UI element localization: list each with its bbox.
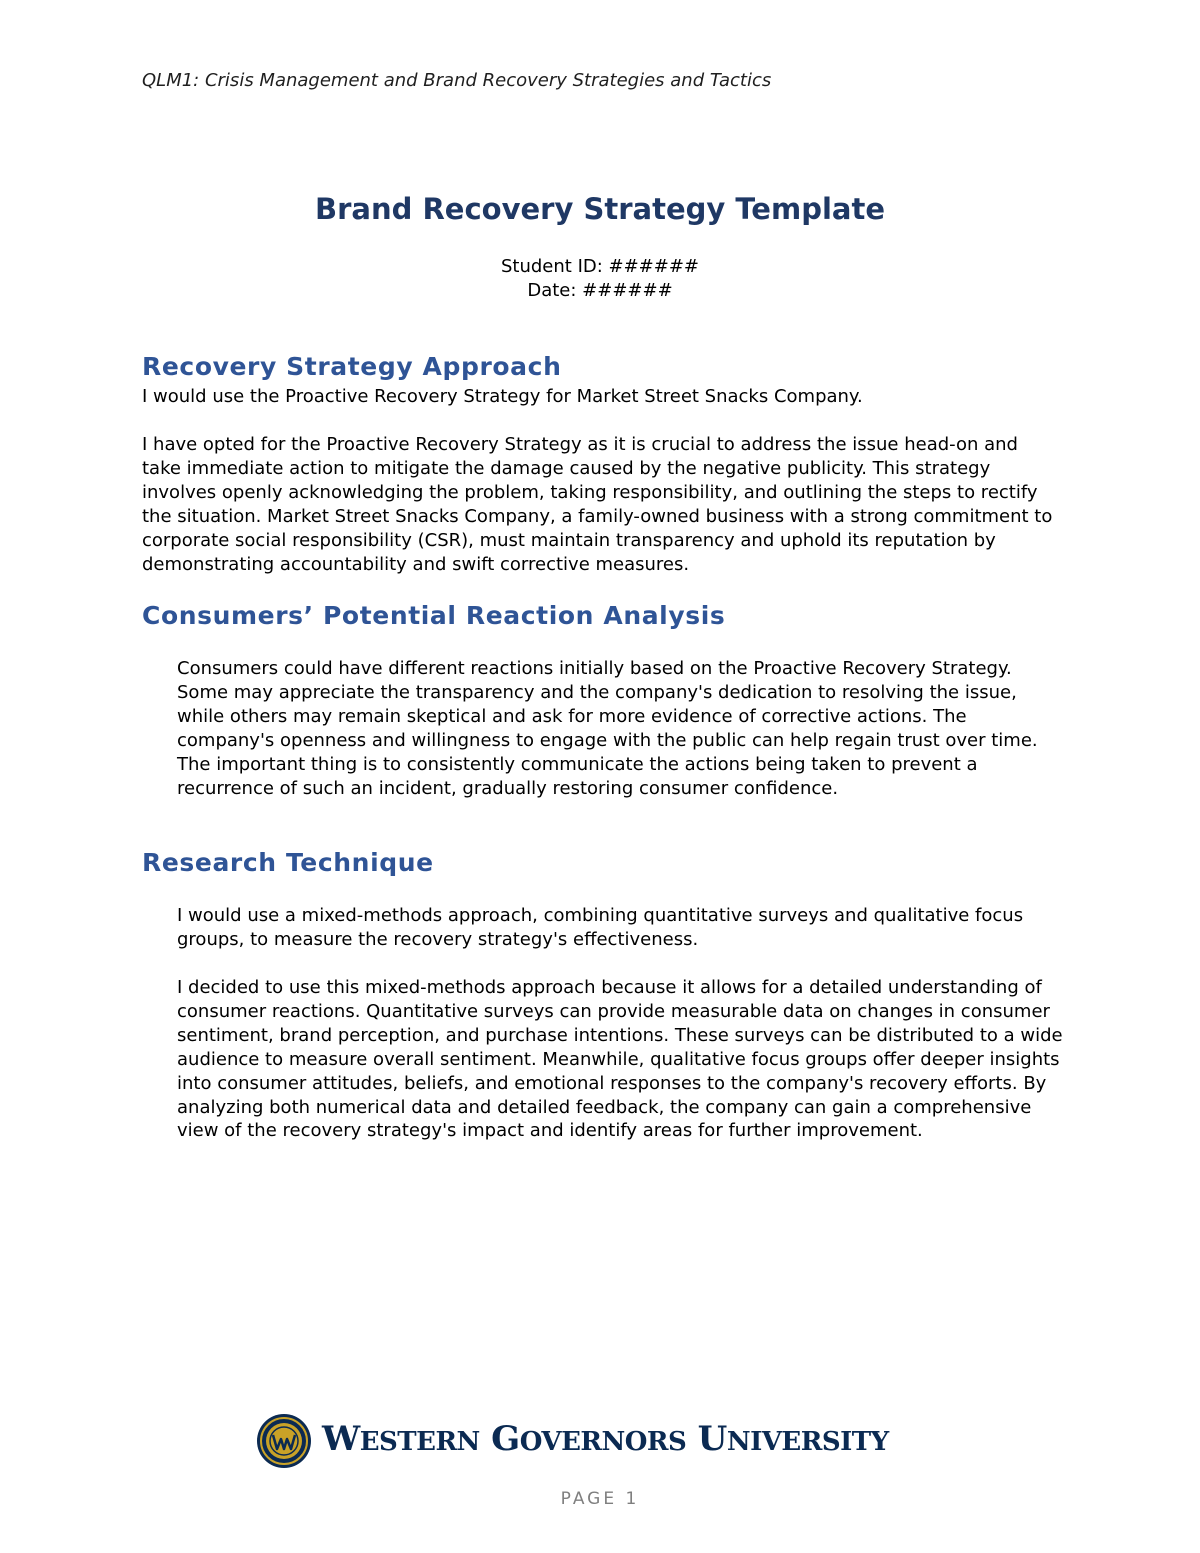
wgu-seal-icon <box>256 1413 312 1469</box>
heading-consumer-reaction: Consumers’ Potential Reaction Analysis <box>142 601 726 630</box>
page-number: PAGE 1 <box>560 1489 640 1509</box>
wgu-wordmark: WESTERN GOVERNORS UNIVERSITY <box>322 1419 889 1459</box>
date: Date: ###### <box>527 280 673 301</box>
consumer-reaction-p1: Consumers could have different reactions initially based on the Proactive Recovery Strategy. Some may appreciate the transparency and the company's dedication to resolving the issue, while others may remain skeptical and ask for more evidence of corrective actions. The company's openness and willingness to engage with the public can help regain trust over time. The important thing is to consistently communicate the actions being taken to prevent a recurrence of such an incident, gradually restoring consumer confidence. <box>177 658 1038 799</box>
research-technique-p2: I decided to use this mixed-methods approach because it allows for a detailed understanding of consumer reactions. Quantitative surveys can provide measurable data on changes in consumer sentiment, brand perception, and purchase intentions. These surveys can be distributed to a wide audience to measure overall sentiment. Meanwhile, qualitative focus groups offer deeper insights into consumer attitudes, beliefs, and emotional responses to the company's recovery efforts. By analyzing both numerical data and detailed feedback, the company can gain a comprehensive view of the recovery strategy's impact and identify areas for further improvement. <box>177 977 1063 1142</box>
document-title: Brand Recovery Strategy Template <box>315 192 885 226</box>
recovery-strategy-p1: I would use the Proactive Recovery Strategy for Market Street Snacks Company. <box>142 386 863 407</box>
research-technique-p1: I would use a mixed-methods approach, combining quantitative surveys and qualitative focus groups, to measure the recovery strategy's effectiveness. <box>177 905 1024 950</box>
heading-research-technique: Research Technique <box>142 848 434 877</box>
student-id: Student ID: ###### <box>500 256 700 277</box>
document-header: QLM1: Crisis Management and Brand Recovery Strategies and Tactics <box>142 70 772 91</box>
recovery-strategy-p2: I have opted for the Proactive Recovery Strategy as it is crucial to address the issue head-on and take immediate action to mitigate the damage caused by the negative publicity. This strategy involves openly acknowledging the problem, taking responsibility, and outlining the steps to rectify the situation. Market Street Snacks Company, a family-owned business with a strong commitment to corporate social responsibility (CSR), must maintain transparency and uphold its reputation by demonstrating accountability and swift corrective measures. <box>142 434 1053 575</box>
heading-recovery-strategy: Recovery Strategy Approach <box>142 352 562 381</box>
wgu-logo <box>256 1411 916 1471</box>
